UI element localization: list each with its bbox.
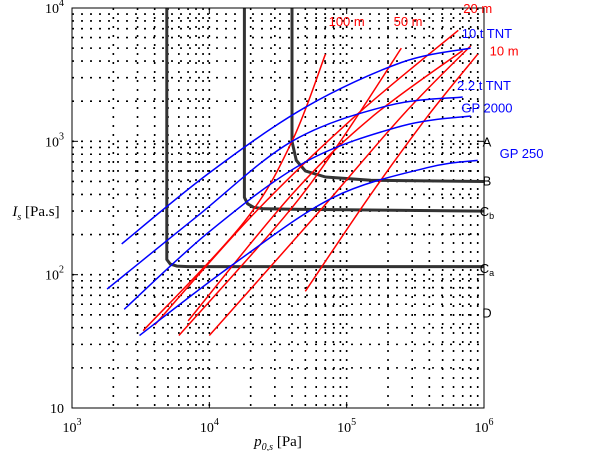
y-tick-label: 10 bbox=[50, 402, 64, 417]
x-tick-label: $10^4$ bbox=[199, 417, 219, 436]
annotation-b: B bbox=[482, 173, 492, 189]
y-tick-label: $10^4$ bbox=[45, 0, 64, 17]
annotation-ca: $C_a$ bbox=[479, 261, 495, 279]
y-axis-label: $I_s$ [Pa.s] bbox=[12, 204, 60, 224]
annotation-10-m: 10 m bbox=[489, 43, 519, 59]
annotation-gp-2000: GP 2000 bbox=[461, 100, 513, 116]
x-tick-label: $10^3$ bbox=[62, 417, 82, 436]
annotation-2-2-t-tnt: 2.2 t TNT bbox=[457, 77, 511, 93]
annotation-10-t-tnt: 10 t TNT bbox=[461, 25, 513, 41]
annotation-gp-250: GP 250 bbox=[499, 145, 544, 161]
annotation-100-m: 100 m bbox=[328, 13, 365, 29]
annotation-d: D bbox=[482, 305, 492, 321]
x-axis-label: $p_{0,s}$ [Pa] bbox=[254, 434, 302, 451]
series-line-100-m bbox=[143, 54, 325, 331]
y-tick-label: $10^3$ bbox=[45, 131, 64, 151]
annotation-cb: $C_b$ bbox=[479, 204, 495, 222]
annotation-50-m: 50 m bbox=[393, 13, 423, 29]
y-tick-label: $10^2$ bbox=[45, 264, 64, 284]
annotation-20-m: 20 m bbox=[463, 1, 493, 16]
x-tick-label: $10^5$ bbox=[337, 417, 357, 436]
series-line-50-m bbox=[179, 48, 401, 335]
series-line-curve-5 bbox=[305, 54, 477, 291]
threshold-b bbox=[292, 8, 484, 182]
axis-ticks bbox=[45, 0, 494, 436]
x-tick-label: $10^6$ bbox=[474, 417, 494, 436]
annotation-a: A bbox=[482, 134, 492, 150]
series-line-2-2-t-tnt bbox=[107, 97, 463, 289]
series-line-10-t-tnt bbox=[122, 48, 471, 244]
